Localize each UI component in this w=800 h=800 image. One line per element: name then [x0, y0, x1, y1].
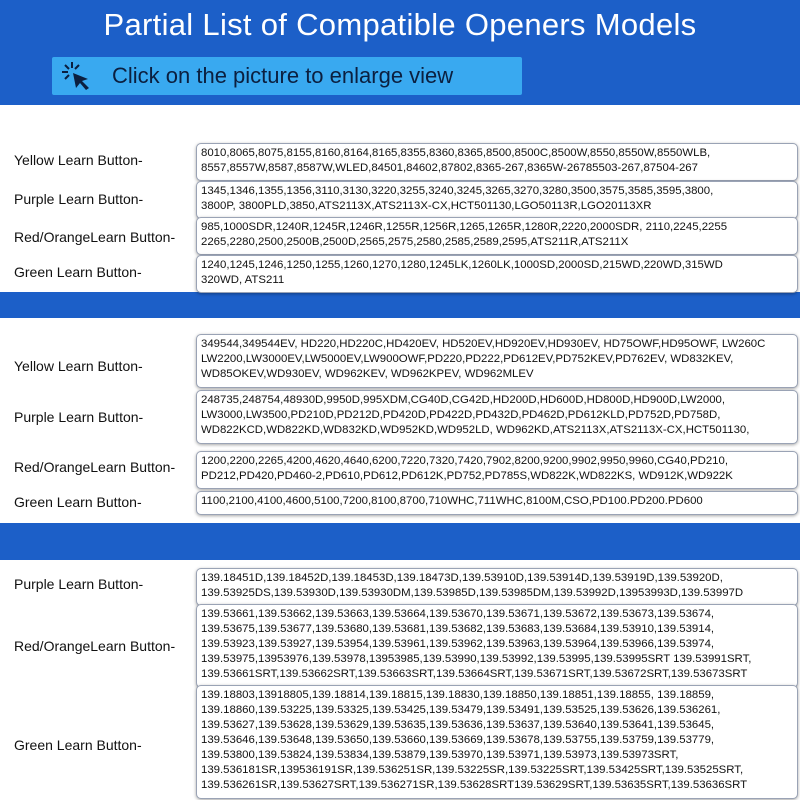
values-red-orange: 985,1000SDR,1240R,1245R,1246R,1255R,1256R,1265,1265R,1280R,2220,2000SDR, 2110,2245,2255 2265,2280,2500,2500B,2500D,2565,2575,2580,2585,2589,2595,ATS211R,ATS211X [196, 217, 798, 255]
row-label-green: Green Learn Button- [14, 494, 142, 510]
row-label-purple: Purple Learn Button- [14, 409, 144, 425]
panel-chamberlain [0, 105, 800, 292]
cursor-click-icon [60, 60, 94, 92]
row-label-red-orange: Red/OrangeLearn Button- [14, 638, 176, 654]
values-red-orange: 139.53661,139.53662,139.53663,139.53664,139.53670,139.53671,139.53672,139.53673,139.53674, 139.53675,139.53677,139.53680,139.53681,139.53682,139.53683,139.53684,139.53910,139.53914, 139.53923,139.53927,139.53954,139.53961,139.53962,139.53963,139.53964,139.53966,139.53974, 139.53975,13953976,139.53978,13953985,139.53990,139.53992,139.53995,139.53995SRT 139.53991SRT, 139.53661SRT,139.53662SRT,139.53663SRT,139.53664SRT,139.53671SRT,139.53672SRT,139.53673SRT [196, 604, 798, 688]
values-yellow: 349544,349544EV, HD220,HD220C,HD420EV, HD520EV,HD920EV,HD930EV, HD75OWF,HD95OWF, LW260C LW2200,LW3000EV,LW5000EV,LW900OWF,PD220,PD222,PD612EV,PD752KEV,PD762EV, WD832KEV, WD85OKEV,WD930EV, WD962KEV, WD962KPEV, WD962MLEV [196, 334, 798, 388]
enlarge-banner[interactable] [52, 57, 522, 95]
values-red-orange: 1200,2200,2265,4200,4620,4640,6200,7220,7320,7420,7902,8200,9200,9902,9950,9960,CG40,PD210, PD212,PD420,PD460-2,PD610,PD612,PD612K,PD752,PD785S,WD822K,WD822KS, WD912K,WD922K [196, 451, 798, 489]
row-label-yellow: Yellow Learn Button- [14, 358, 143, 374]
panel-genie [0, 318, 800, 523]
row-label-red-orange: Red/OrangeLearn Button- [14, 459, 176, 475]
row-label-purple: Purple Learn Button- [14, 191, 144, 207]
row-label-purple: Purple Learn Button- [14, 576, 144, 592]
values-purple: 248735,248754,48930D,9950D,995XDM,CG40D,CG42D,HD200D,HD600D,HD800D,HD900D,LW2000, LW3000,LW3500,PD210D,PD212D,PD420D,PD422D,PD432D,PD462D,PD612KLD,PD752D,PD758D, WD822KCD,WD822KD,WD832KD,WD952KD,WD952LD, WD962KD,ATS2113X,ATS2113X-CX,HCT501130, [196, 390, 798, 444]
values-purple: 139.18451D,139.18452D,139.18453D,139.18473D,139.53910D,139.53914D,139.53919D,139.53920D, 139.53925DS,139.53930D,139.53930DM,139.53985D,139.53985DM,139.53992D,13953993D,139.53997D [196, 568, 798, 606]
row-label-red-orange: Red/OrangeLearn Button- [14, 229, 176, 245]
page-title: Partial List of Compatible Openers Models [103, 7, 697, 42]
values-yellow: 8010,8065,8075,8155,8160,8164,8165,8355,8360,8365,8500,8500C,8500W,8550,8550W,8550WLB, 8557,8557W,8587,8587W,WLED,84501,84602,87802,8365-267,8365W-26785503-267,87504-267 [196, 143, 798, 181]
row-label-green: Green Learn Button- [14, 737, 142, 753]
values-green: 1240,1245,1246,1250,1255,1260,1270,1280,1245LK,1260LK,1000SD,2000SD,215WD,220WD,315WD 320WD, ATS211 [196, 255, 798, 293]
values-green: 1100,2100,4100,4600,5100,7200,8100,8700,710WHC,711WHC,8100M,CSO,PD100.PD200.PD600 [196, 491, 798, 515]
panel-craftsman [0, 560, 800, 800]
values-green: 139.18803,13918805,139.18814,139.18815,139.18830,139.18850,139.18851,139.18855, 139.18859, 139.18860,139.53225,139.53325,139.53425,139.53479,139.53491,139.53525,139.53626,139.536261, 139.53627,139.53628,139.53629,139.53635,139.53636,139.53637,139.53640,139.53641,139.53645, 139.53646,139.53648,139.53650,139.53660,139.53669,139.53678,139.53755,139.53759,139.53779, 139.53800,139.53824,139.53834,139.53879,139.53970,139.53971,139.53973,139.53973SRT, 139.536181SR,139536191SR,139.536251SR,139.53225SR,139.53225SRT,139.53425SRT,139.53525SRT, 139.536261SR,139.53627SRT,139.536271SR,139.53628SRT139.53629SRT,139.53635SRT,139.53636SRT [196, 685, 798, 799]
enlarge-text: Click on the picture to enlarge view [112, 63, 454, 88]
row-label-yellow: Yellow Learn Button- [14, 152, 143, 168]
row-label-green: Green Learn Button- [14, 264, 142, 280]
values-purple: 1345,1346,1355,1356,3110,3130,3220,3255,3240,3245,3265,3270,3280,3500,3575,3585,3595,3800, 3800P, 3800PLD,3850,ATS2113X,ATS2113X-CX,HCT501130,LGO50113R,LGO20113XR [196, 181, 798, 219]
